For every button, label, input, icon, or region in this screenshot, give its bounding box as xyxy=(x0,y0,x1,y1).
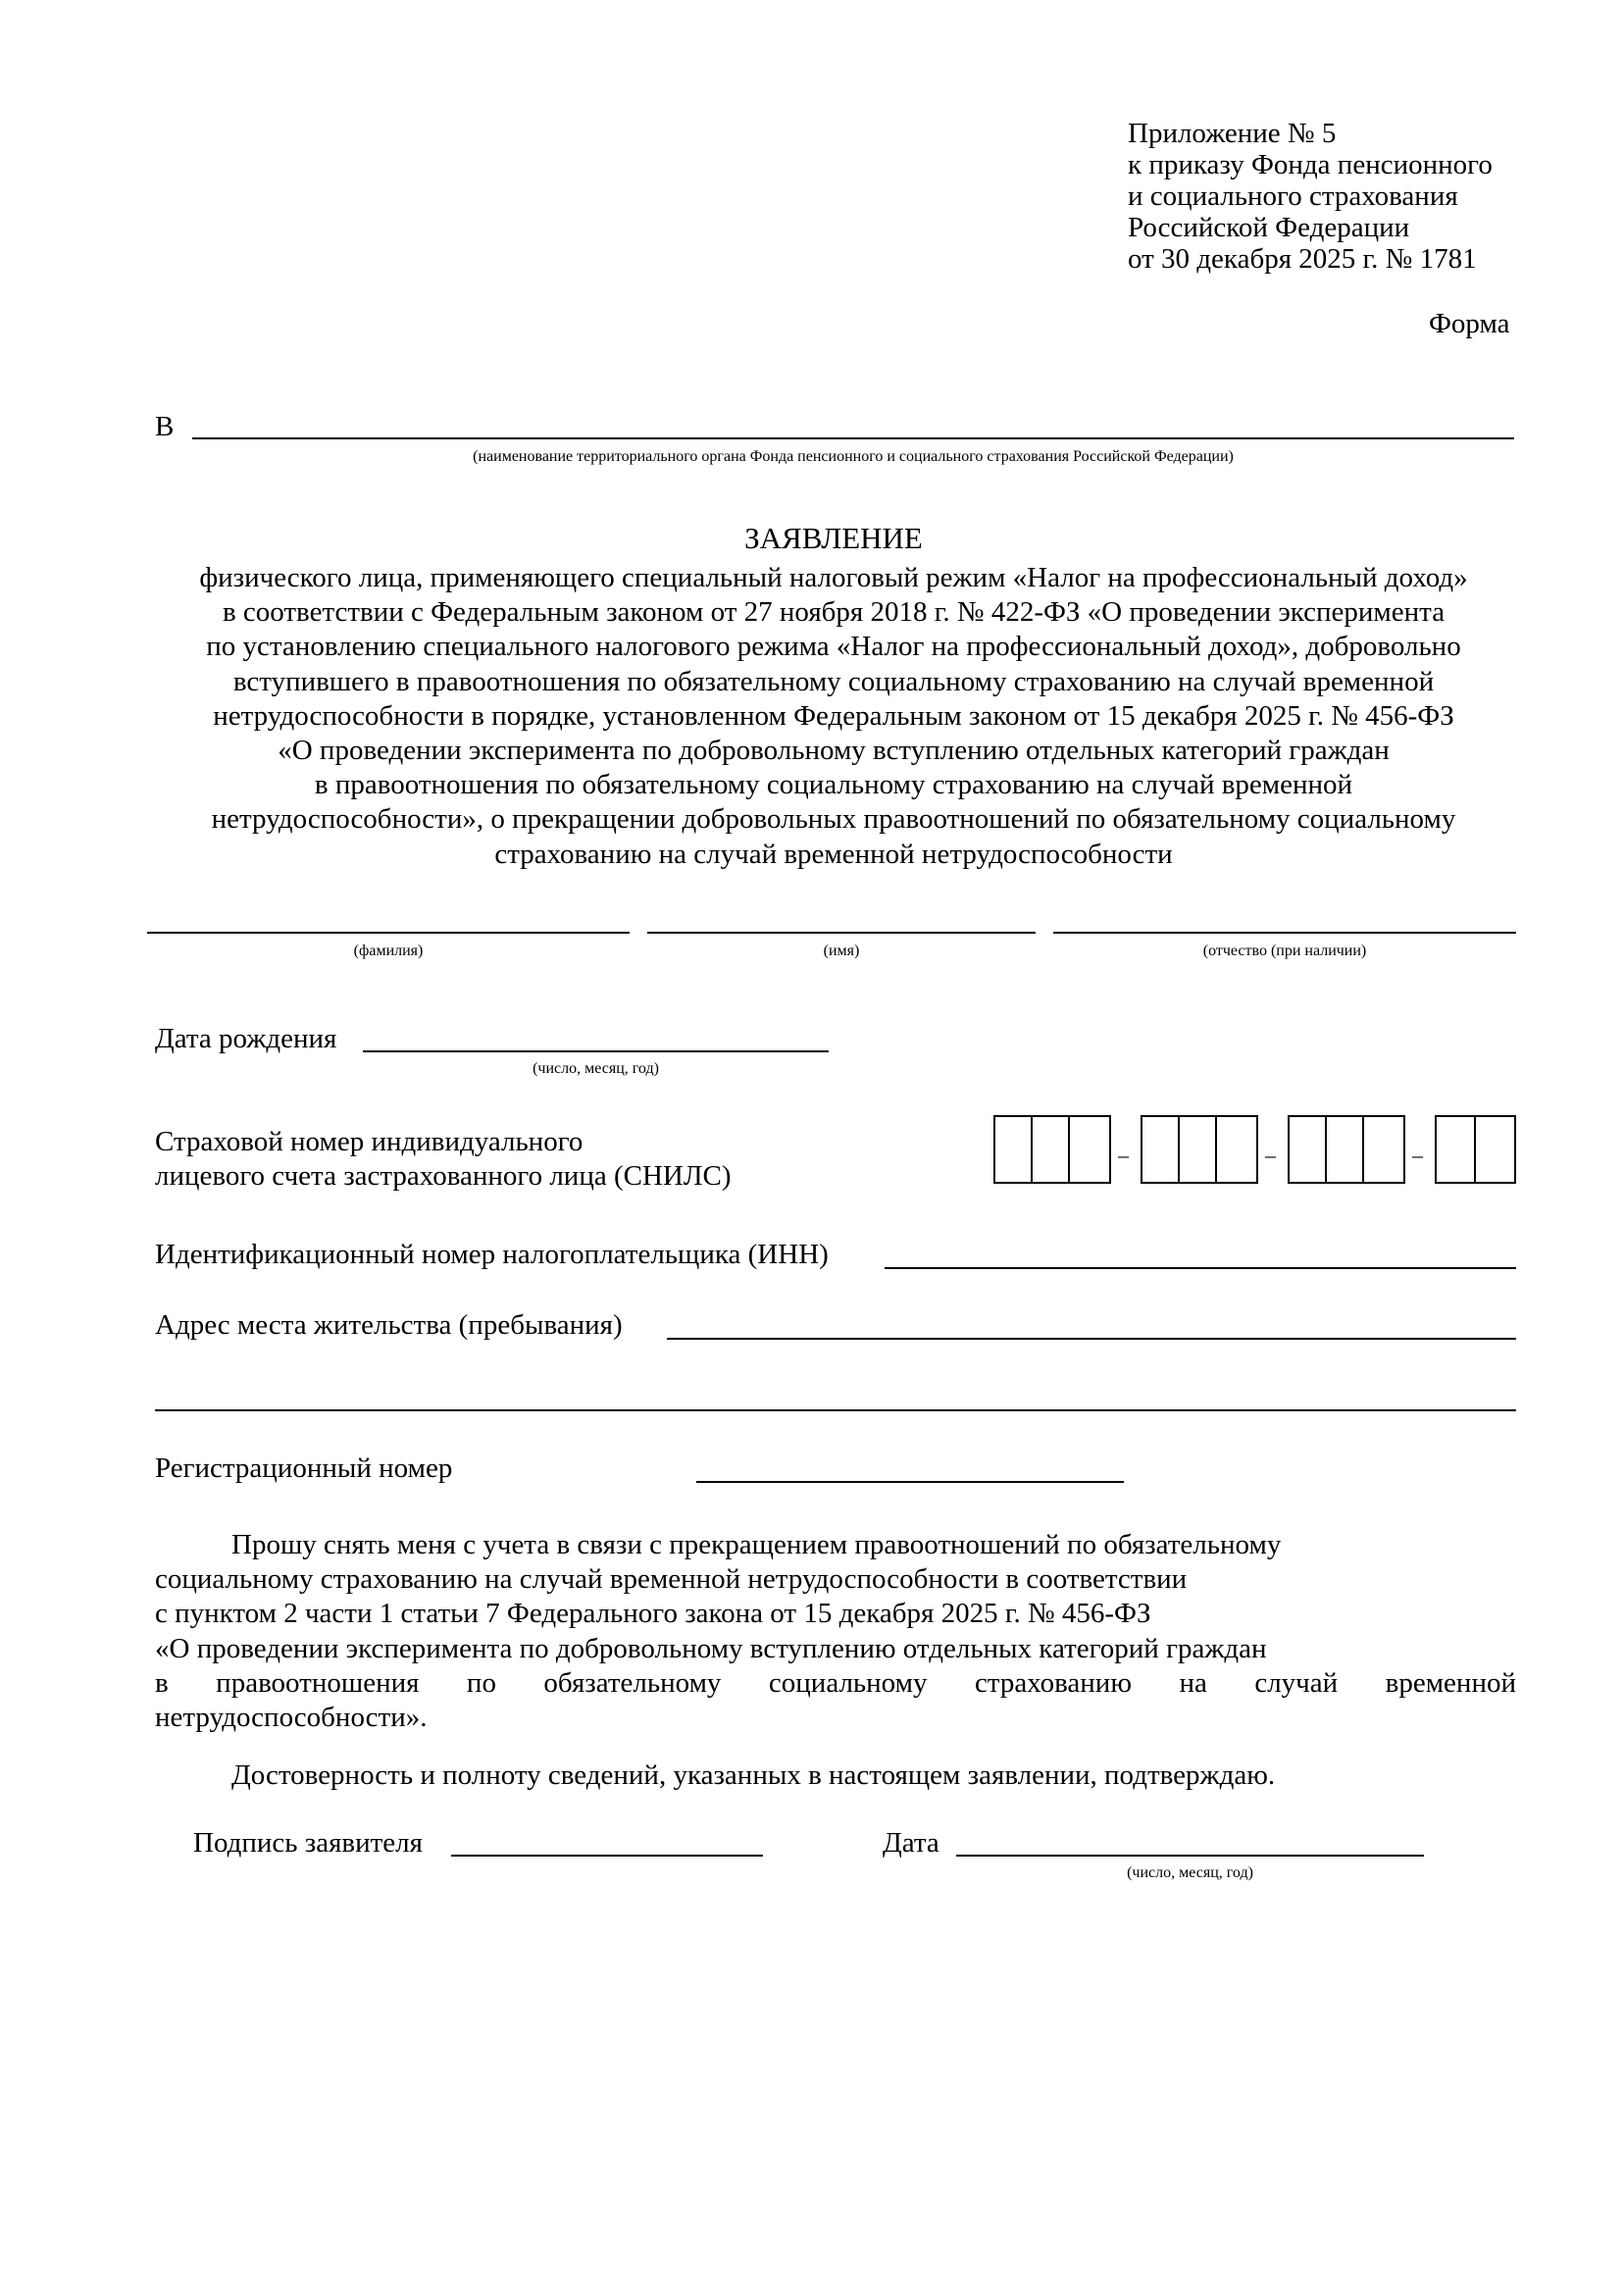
request-word: временной xyxy=(1385,1666,1516,1699)
document-title: ЗАЯВЛЕНИЕ xyxy=(744,521,923,555)
snils-group-1[interactable] xyxy=(993,1115,1111,1184)
appendix-line: Российской Федерации xyxy=(1128,212,1410,243)
recipient-caption: (наименование территориального органа Фонда пенсионного и социального страхования Российской Федерации) xyxy=(473,448,1234,465)
inn-label: Идентификационный номер налогоплательщика (ИНН) xyxy=(155,1239,829,1270)
request-paragraph xyxy=(155,1528,1516,1735)
subtitle-line: нетрудоспособности», о прекращении добровольных правоотношений по обязательному социальному xyxy=(211,803,1456,836)
inn-field[interactable] xyxy=(885,1267,1516,1269)
patronymic-caption: (отчество (при наличии) xyxy=(1202,943,1367,959)
birth-date-label: Дата рождения xyxy=(155,1023,337,1054)
address-label: Адрес места жительства (пребывания) xyxy=(155,1309,623,1341)
address-field[interactable] xyxy=(667,1338,1516,1340)
patronymic-field[interactable] xyxy=(1053,932,1516,934)
surname-caption: (фамилия) xyxy=(353,943,424,959)
subtitle-line: в правоотношения по обязательному социальному страхованию на случай временной xyxy=(314,769,1353,801)
first-name-field[interactable] xyxy=(647,932,1036,934)
request-word: случай xyxy=(1254,1666,1339,1699)
request-line: Прошу снять меня с учета в связи с прекращением правоотношений по обязательному xyxy=(231,1529,1282,1560)
subtitle-line: физического лица, применяющего специальный налоговый режим «Налог на профессиональный доход» xyxy=(199,562,1468,593)
first-name-caption: (имя) xyxy=(823,943,860,959)
snils-label-line: Страховой номер индивидуального xyxy=(155,1126,584,1157)
subtitle-line: «О проведении эксперимента по добровольному вступлению отдельных категорий граждан xyxy=(278,735,1390,767)
signature-field[interactable] xyxy=(451,1855,763,1857)
snils-label xyxy=(155,1125,732,1194)
request-word: на xyxy=(1179,1666,1207,1699)
request-word: в xyxy=(155,1666,169,1699)
date-label: Дата xyxy=(883,1827,939,1859)
request-line: с пунктом 2 части 1 статьи 7 Федерального закона от 15 декабря 2025 г. № 456-ФЗ xyxy=(155,1598,1151,1630)
request-word: социальному xyxy=(768,1666,928,1699)
snils-separator: – xyxy=(1265,1143,1276,1167)
snils-digit-cell[interactable] xyxy=(1364,1117,1401,1182)
snils-digit-cell[interactable] xyxy=(1476,1117,1514,1182)
document-subtitle xyxy=(147,561,1520,872)
snils-label-line: лицевого счета застрахованного лица (СНИЛС) xyxy=(155,1160,732,1192)
request-word: по xyxy=(466,1666,496,1699)
request-line: «О проведении эксперимента по добровольному вступлению отдельных категорий граждан xyxy=(155,1632,1267,1664)
snils-group-4[interactable] xyxy=(1435,1115,1516,1184)
appendix-line: к приказу Фонда пенсионного xyxy=(1128,149,1493,180)
recipient-field[interactable] xyxy=(192,437,1514,439)
snils-digit-cell[interactable] xyxy=(1217,1117,1254,1182)
subtitle-line: в соответствии с Федеральным законом от 27 ноября 2018 г. № 422-ФЗ «О проведении эксперимента xyxy=(222,596,1446,629)
snils-separator: – xyxy=(1412,1143,1423,1167)
subtitle-line: вступившего в правоотношения по обязательному социальному страхованию на случай временной xyxy=(232,665,1435,697)
snils-digit-cell[interactable] xyxy=(1070,1117,1107,1182)
snils-digit-cell[interactable] xyxy=(1327,1117,1364,1182)
birth-date-caption: (число, месяц, год) xyxy=(533,1060,659,1077)
recipient-prefix: В xyxy=(155,411,175,442)
snils-digit-cell[interactable] xyxy=(1437,1117,1476,1182)
registration-field[interactable] xyxy=(696,1481,1124,1483)
snils-digit-cell[interactable] xyxy=(1180,1117,1217,1182)
request-justified-line xyxy=(155,1666,1516,1701)
request-line: социальному страхованию на случай временной нетрудоспособности в соответствии xyxy=(155,1563,1188,1596)
appendix-line: от 30 декабря 2025 г. № 1781 xyxy=(1128,243,1477,275)
request-word: страхованию xyxy=(974,1666,1132,1699)
snils-digit-cell[interactable] xyxy=(995,1117,1033,1182)
appendix-block xyxy=(1128,118,1493,275)
address-field-line-2[interactable] xyxy=(155,1409,1516,1411)
signature-label: Подпись заявителя xyxy=(193,1827,423,1859)
registration-label: Регистрационный номер xyxy=(155,1453,453,1484)
birth-date-field[interactable] xyxy=(363,1050,829,1052)
snils-separator: – xyxy=(1118,1143,1129,1167)
date-caption: (число, месяц, год) xyxy=(1127,1864,1253,1881)
form-label: Форма xyxy=(1429,308,1510,339)
snils-group-3[interactable] xyxy=(1288,1115,1405,1184)
snils-group-2[interactable] xyxy=(1141,1115,1258,1184)
appendix-line: и социального страхования xyxy=(1128,180,1458,212)
date-field[interactable] xyxy=(956,1855,1424,1857)
snils-digit-cell[interactable] xyxy=(1290,1117,1327,1182)
subtitle-line: нетрудоспособности в порядке, установленном Федеральным законом от 15 декабря 2025 г. № 456-ФЗ xyxy=(213,699,1454,732)
snils-digit-cell[interactable] xyxy=(1142,1117,1180,1182)
request-line: нетрудоспособности». xyxy=(155,1702,428,1734)
appendix-line: Приложение № 5 xyxy=(1128,118,1337,149)
confirmation-text: Достоверность и полноту сведений, указанных в настоящем заявлении, подтверждаю. xyxy=(231,1759,1276,1791)
subtitle-line: по установлению специального налогового режима «Налог на профессиональный доход», добровольно xyxy=(206,631,1461,663)
surname-field[interactable] xyxy=(147,932,630,934)
subtitle-line: страхованию на случай временной нетрудоспособности xyxy=(494,838,1173,870)
request-word: обязательному xyxy=(543,1666,722,1699)
snils-digit-cell[interactable] xyxy=(1033,1117,1070,1182)
request-word: правоотношения xyxy=(216,1666,420,1699)
